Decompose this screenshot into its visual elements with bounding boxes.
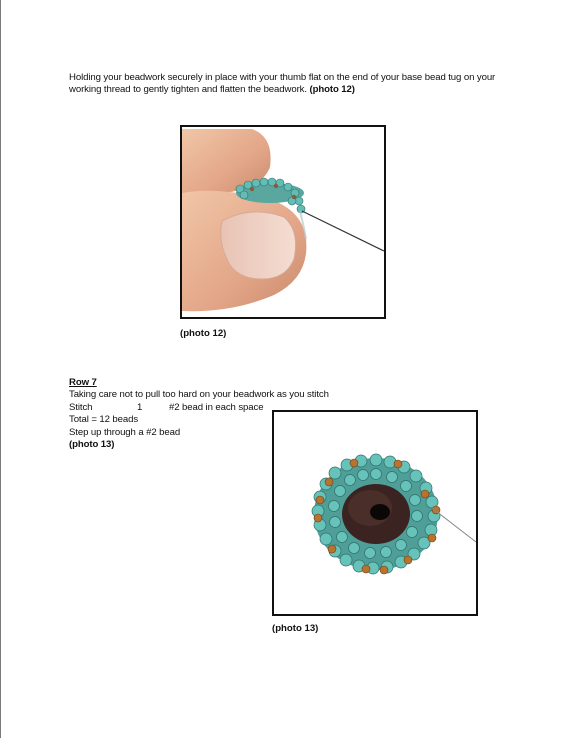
photo-13-caption: (photo 13) <box>272 623 319 634</box>
intro-paragraph <box>69 72 509 97</box>
intro-photo-ref: (photo 12) <box>309 84 355 96</box>
stitch-label: Stitch <box>69 401 93 413</box>
page-edge <box>0 0 1 738</box>
stitch-description: #2 bead in each space <box>169 401 264 413</box>
photo-13-illustration <box>274 412 476 614</box>
photo-13 <box>272 410 478 616</box>
photo-12-illustration <box>182 127 384 317</box>
intro-text: Holding your beadwork securely in place with your thumb flat on the end of your base bead tug on your working thread to gently tighten and flatten the beadwork. <box>69 72 496 96</box>
row-7-heading: Row 7 <box>69 377 97 388</box>
photo-12-caption: (photo 12) <box>180 328 227 339</box>
row-7-photo-ref: (photo 13) <box>69 439 115 451</box>
row-7-total: Total = 12 beads <box>69 414 139 426</box>
stitch-count: 1 <box>137 401 143 413</box>
row-7-step-up: Step up through a #2 bead <box>69 426 181 438</box>
photo-12 <box>180 125 386 319</box>
row-7-instruction: Taking care not to pull too hard on your beadwork as you stitch <box>69 389 329 401</box>
